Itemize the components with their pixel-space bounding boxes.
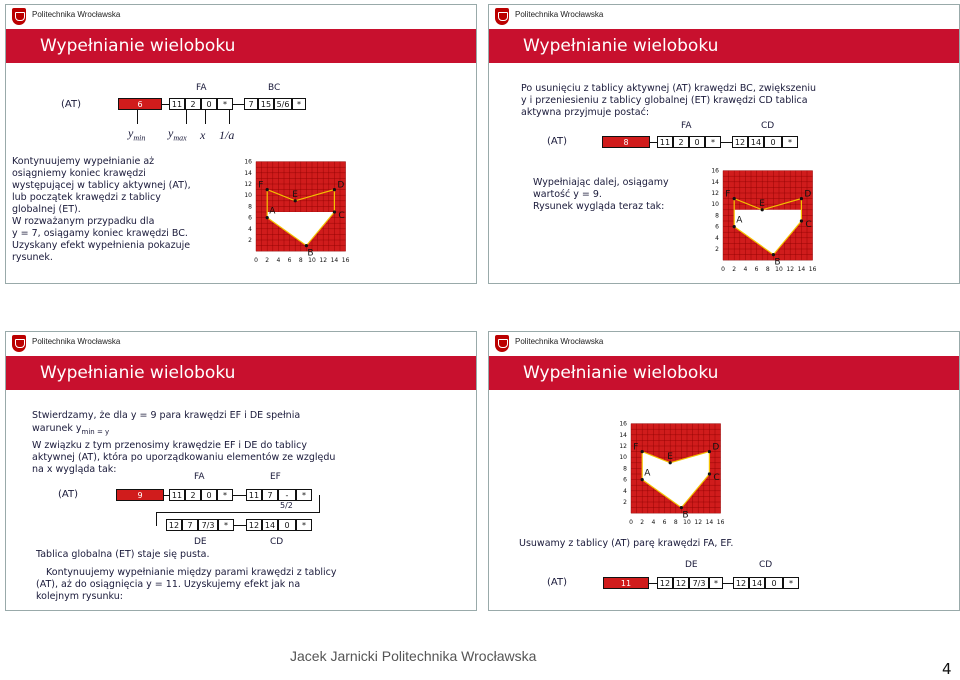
cell: 15 xyxy=(258,98,274,110)
footer-author: Jacek Jarnicki Politechnika Wrocławska xyxy=(290,648,537,664)
fa-label: FA xyxy=(681,121,692,131)
cell: 12 xyxy=(673,577,689,589)
university-name: Politechnika Wrocławska xyxy=(32,337,121,346)
y-tick-label: 4 xyxy=(623,487,627,495)
slide-1 xyxy=(5,4,477,284)
vertex-point xyxy=(333,188,336,191)
at-head-cell: 9 xyxy=(116,489,164,501)
slide-2 xyxy=(488,4,960,284)
vertex-label: C xyxy=(805,220,812,230)
bc-label: BC xyxy=(268,83,281,93)
text-line: wartość y = 9. xyxy=(533,189,602,200)
vertex-label: D xyxy=(337,180,345,191)
vertex-label: F xyxy=(258,180,264,191)
vertex-label: F xyxy=(633,442,639,453)
y-tick-label: 16 xyxy=(711,167,719,175)
s4-body: Usuwamy z tablicy (AT) parę krawędzi FA, EF. xyxy=(519,538,734,549)
y-tick-label: 16 xyxy=(619,420,627,428)
slide-header xyxy=(489,5,959,29)
y-tick-label: 2 xyxy=(715,246,719,253)
pointer-line xyxy=(137,110,138,124)
link-arrow xyxy=(234,525,246,526)
cell: * xyxy=(296,489,312,501)
slide-4 xyxy=(488,331,960,611)
pointer-line xyxy=(229,110,230,124)
slope-fraction: 5/2 xyxy=(280,501,293,510)
text-line: y = 7, osiągamy koniec krawędzi BC. xyxy=(12,228,188,239)
text-line: y i przeniesieniu z tablicy globalnej (ET) krawędzi CD tablica xyxy=(521,95,808,106)
y-tick-label: 2 xyxy=(248,237,252,244)
text-line: Kontynuujemy wypełnianie aż xyxy=(12,156,155,167)
s1-body xyxy=(12,156,232,264)
link-arrow xyxy=(721,142,732,143)
cell: 0 xyxy=(278,519,296,531)
cd-label: CD xyxy=(270,537,284,547)
y-tick-label: 8 xyxy=(623,465,627,473)
y-tick-label: 6 xyxy=(623,476,627,484)
link-arrow xyxy=(156,512,320,513)
slide-header xyxy=(6,332,476,356)
at-label: (AT) xyxy=(61,99,81,110)
x-tick-label: 12 xyxy=(694,519,703,527)
vertex-label: A xyxy=(644,468,651,479)
s2-intro xyxy=(521,83,951,119)
vertex-label: A xyxy=(736,215,743,226)
slide-title: Wypełnianie wieloboku xyxy=(523,36,719,56)
text-line: Uzyskany efekt wypełnienia pokazuje xyxy=(12,240,191,251)
pointer-line xyxy=(186,110,187,124)
vertex-label: B xyxy=(774,257,781,268)
title-bar xyxy=(6,29,476,63)
vertex-label: D xyxy=(712,442,720,453)
vertex-point xyxy=(800,219,803,222)
cell: * xyxy=(218,519,234,531)
title-bar xyxy=(489,356,959,390)
vertex-point xyxy=(641,450,644,453)
vertex-point xyxy=(800,197,803,200)
y-tick-label: 10 xyxy=(619,454,627,462)
text-line: Kontynuujemy wypełnianie między parami krawędzi z tablicy xyxy=(46,567,337,578)
vertex-label: B xyxy=(307,248,314,259)
vertex-label: E xyxy=(292,189,298,200)
text-line: na x wygląda tak: xyxy=(32,464,117,475)
x-tick-label: 16 xyxy=(808,266,817,274)
text-line: W związku z tym przenosimy krawędzie EF i DE do tablicy xyxy=(32,440,307,451)
polygon-figure xyxy=(701,157,829,283)
s3-line0: Stwierdzamy, że dla y = 9 para krawędzi EF i DE spełnia xyxy=(32,410,301,421)
vertex-point xyxy=(266,188,269,191)
cell: 14 xyxy=(262,519,278,531)
at-head-cell: 6 xyxy=(118,98,162,110)
text-line: kolejnym rysunku: xyxy=(36,591,123,602)
cell: * xyxy=(782,136,798,148)
cell: 14 xyxy=(749,577,765,589)
x-tick-label: 0 xyxy=(721,266,725,274)
x-tick-label: 16 xyxy=(341,257,350,265)
vertex-label: A xyxy=(269,206,276,217)
cell: 7 xyxy=(262,489,278,501)
university-logo-icon xyxy=(12,335,26,352)
at-label: (AT) xyxy=(547,577,567,588)
cell: 11 xyxy=(657,136,673,148)
cell: 0 xyxy=(201,98,217,110)
cell: 11 xyxy=(169,489,185,501)
y-tick-label: 2 xyxy=(623,499,627,506)
cell: 0 xyxy=(689,136,705,148)
y-tick-label: 14 xyxy=(711,178,719,186)
x-tick-label: 4 xyxy=(651,519,656,527)
x-tick-label: 0 xyxy=(254,257,258,265)
cd-label: CD xyxy=(761,121,775,131)
vertex-point xyxy=(680,506,683,509)
x-tick-label: 6 xyxy=(287,257,292,265)
x-tick-label: 14 xyxy=(797,266,806,274)
cell: 2 xyxy=(185,98,201,110)
university-name: Politechnika Wrocławska xyxy=(32,10,121,19)
text-line: globalnej (ET). xyxy=(12,204,81,215)
text-line: Wypełniając dalej, osiągamy xyxy=(533,177,669,188)
de-label: DE xyxy=(685,560,698,570)
link-arrow xyxy=(162,104,169,105)
x-tick-label: 0 xyxy=(629,519,633,527)
link-arrow xyxy=(164,495,169,496)
text-line: Rysunek wygląda teraz tak: xyxy=(533,201,665,212)
y-tick-label: 4 xyxy=(715,234,719,242)
fa-label: FA xyxy=(196,83,207,93)
x-tick-label: 4 xyxy=(276,257,281,265)
university-logo-icon xyxy=(495,8,509,25)
vertex-point xyxy=(733,197,736,200)
university-name: Politechnika Wrocławska xyxy=(515,10,604,19)
x-tick-label: 14 xyxy=(330,257,339,265)
x-tick-label: 14 xyxy=(705,519,714,527)
cd-label: CD xyxy=(759,560,773,570)
y-tick-label: 12 xyxy=(711,190,719,197)
y-tick-label: 8 xyxy=(715,212,719,220)
university-logo-icon xyxy=(12,8,26,25)
cell: 2 xyxy=(673,136,689,148)
y-tick-label: 16 xyxy=(244,158,252,166)
title-bar xyxy=(489,29,959,63)
s3-block xyxy=(32,440,472,476)
polygon-figure xyxy=(234,148,362,274)
cell: 14 xyxy=(748,136,764,148)
page-number: 4 xyxy=(942,660,952,678)
cell: 7 xyxy=(182,519,198,531)
link-arrow xyxy=(649,583,657,584)
cell: 11 xyxy=(169,98,185,110)
y-tick-label: 14 xyxy=(244,169,252,177)
text-line: aktywnej (AT), która po uporządkowaniu elementów ze względu xyxy=(32,452,336,463)
ef-label: EF xyxy=(270,472,281,482)
y-tick-label: 10 xyxy=(711,201,719,209)
vertex-label: E xyxy=(667,451,673,462)
ymin-label: $y_{min}$ xyxy=(128,126,146,143)
link-arrow xyxy=(650,142,657,143)
cell: 11 xyxy=(246,489,262,501)
x-tick-label: 8 xyxy=(298,257,303,265)
slide-3 xyxy=(5,331,477,611)
fa-label: FA xyxy=(194,472,205,482)
ymax-label: $y_{max}$ xyxy=(168,126,187,143)
x-tick-label: 10 xyxy=(775,266,783,274)
s2-body xyxy=(533,177,723,213)
y-tick-label: 10 xyxy=(244,192,252,200)
vertex-label: D xyxy=(804,189,812,200)
x-tick-label: 2 xyxy=(640,519,645,527)
y-tick-label: 14 xyxy=(619,431,627,439)
x-label: x xyxy=(200,128,206,142)
inv-slope-label: 1/a xyxy=(219,128,235,142)
vertex-label: E xyxy=(759,198,765,209)
cell: 7/3 xyxy=(198,519,218,531)
y-tick-label: 4 xyxy=(248,225,252,233)
x-tick-label: 8 xyxy=(765,266,770,274)
link-arrow xyxy=(156,512,157,526)
y-tick-label: 8 xyxy=(248,203,252,211)
cell: 12 xyxy=(732,136,748,148)
vertex-point xyxy=(708,450,711,453)
x-tick-label: 6 xyxy=(662,519,667,527)
link-arrow xyxy=(233,495,246,496)
x-tick-label: 2 xyxy=(732,266,737,274)
cell: 12 xyxy=(657,577,673,589)
cell: 2 xyxy=(185,489,201,501)
x-tick-label: 16 xyxy=(716,519,725,527)
vertex-label: F xyxy=(725,189,731,200)
slide-header xyxy=(489,332,959,356)
vertex-label: C xyxy=(338,211,345,221)
s3-body xyxy=(36,549,476,603)
x-tick-label: 4 xyxy=(743,266,748,274)
text-line: osiągniemy koniec krawędzi xyxy=(12,168,146,179)
text-line: rysunek. xyxy=(12,252,53,263)
slide-title: Wypełnianie wieloboku xyxy=(523,363,719,383)
cell: * xyxy=(217,98,233,110)
cell: 12 xyxy=(733,577,749,589)
cell: 12 xyxy=(166,519,182,531)
vertex-point xyxy=(708,472,711,475)
at-head-cell: 11 xyxy=(603,577,649,589)
cell: * xyxy=(292,98,306,110)
cell: * xyxy=(783,577,799,589)
de-label: DE xyxy=(194,537,207,547)
cell: 5/6 xyxy=(274,98,292,110)
polygon-figure xyxy=(609,410,737,536)
x-tick-label: 6 xyxy=(754,266,759,274)
at-label: (AT) xyxy=(58,489,78,500)
slide-title: Wypełnianie wieloboku xyxy=(40,363,236,383)
vertex-point xyxy=(772,253,775,256)
pointer-line xyxy=(205,110,206,124)
university-logo-icon xyxy=(495,335,509,352)
x-tick-label: 10 xyxy=(683,519,691,527)
y-tick-label: 6 xyxy=(248,214,252,222)
cell: 12 xyxy=(246,519,262,531)
slide-header xyxy=(6,5,476,29)
y-tick-label: 12 xyxy=(244,181,252,188)
text-line: Tablica globalna (ET) staje się pusta. xyxy=(36,549,210,560)
slide-title: Wypełnianie wieloboku xyxy=(40,36,236,56)
text-line: lub początek krawędzi z tablicy xyxy=(12,192,161,203)
vertex-point xyxy=(333,210,336,213)
vertex-label: B xyxy=(682,510,689,521)
link-arrow xyxy=(723,583,733,584)
link-arrow xyxy=(233,104,244,105)
at-label: (AT) xyxy=(547,136,567,147)
y-tick-label: 6 xyxy=(715,223,719,231)
at-head-cell: 8 xyxy=(602,136,650,148)
cell: - xyxy=(278,489,296,501)
y-tick-label: 12 xyxy=(619,443,627,450)
cell: 0 xyxy=(201,489,217,501)
x-tick-label: 10 xyxy=(308,257,316,265)
link-arrow xyxy=(319,495,320,512)
cell: 7/3 xyxy=(689,577,709,589)
x-tick-label: 12 xyxy=(319,257,328,265)
text-line: (AT), aż do osiągnięcia y = 11. Uzyskujemy efekt jak na xyxy=(36,579,301,590)
x-tick-label: 2 xyxy=(265,257,270,265)
cell: * xyxy=(709,577,723,589)
text-line: Po usunięciu z tablicy aktywnej (AT) krawędzi BC, zwiększeniu xyxy=(521,83,817,94)
x-tick-label: 12 xyxy=(786,266,795,274)
text-line: aktywna przyjmuje postać: xyxy=(521,107,650,118)
s3-line1: warunek $y_{min = y}$ xyxy=(32,423,110,436)
x-tick-label: 8 xyxy=(673,519,678,527)
vertex-label: C xyxy=(713,473,720,483)
cell: * xyxy=(296,519,312,531)
title-bar xyxy=(6,356,476,390)
cell: * xyxy=(217,489,233,501)
cell: 0 xyxy=(765,577,783,589)
cell: 7 xyxy=(244,98,258,110)
text-line: występującej w tablicy aktywnej (AT), xyxy=(12,180,191,191)
cell: * xyxy=(705,136,721,148)
vertex-point xyxy=(305,244,308,247)
cell: 0 xyxy=(764,136,782,148)
text-line: W rozważanym przypadku dla xyxy=(12,216,155,227)
university-name: Politechnika Wrocławska xyxy=(515,337,604,346)
